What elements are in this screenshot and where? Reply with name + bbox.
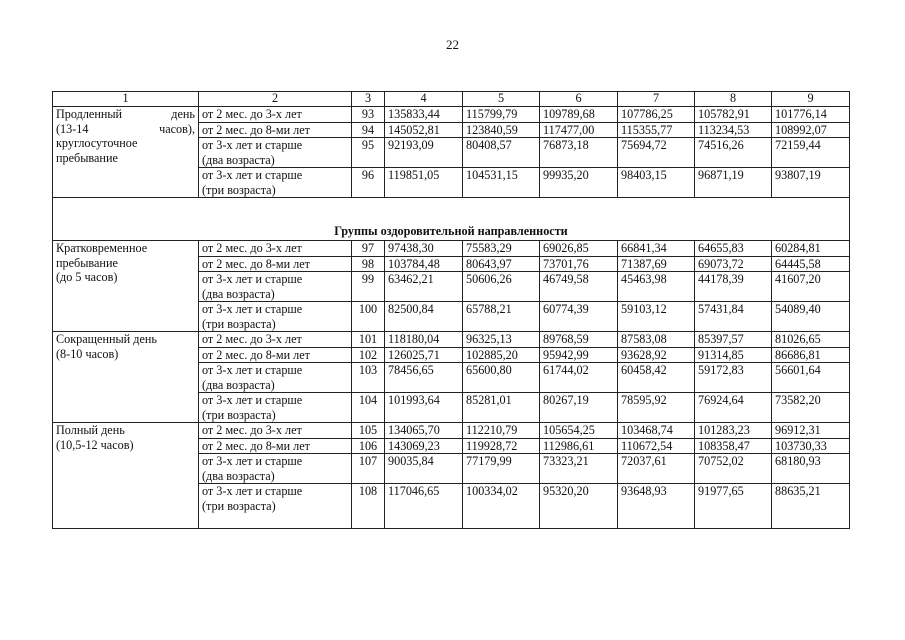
age-line: (три возраста) [202,182,276,197]
row-number: 106 [352,438,385,454]
row-number: 94 [352,122,385,138]
row-number: 103 [352,363,385,393]
group-name-word: круглосуточное [56,136,138,150]
age-line: от 2 мес. до 8-ми лет [202,256,310,271]
row-number: 98 [352,256,385,272]
fee-value: 71387,69 [618,256,695,272]
group-name-line [56,241,195,256]
group-name-line [56,256,195,271]
fee-value: 93807,19 [772,168,850,198]
fee-value: 75694,72 [618,138,695,168]
fee-value: 74516,26 [695,138,772,168]
fee-value: 108358,47 [695,438,772,454]
fee-value: 113234,53 [695,122,772,138]
group-name-line [56,438,195,453]
age-cell [199,423,352,439]
group-name-word: пребывание [56,255,118,270]
fee-value: 65600,80 [463,363,540,393]
fee-value: 81026,65 [772,332,850,348]
fee-value: 77179,99 [463,454,540,484]
fee-value: 78456,65 [385,363,463,393]
age-line: от 3-х лет и старше [202,454,303,468]
fee-value: 86686,81 [772,347,850,363]
fee-value: 110672,54 [618,438,695,454]
fee-value: 109789,68 [540,107,618,123]
group-name-line [56,423,195,438]
row-number: 93 [352,107,385,123]
fee-value: 117046,65 [385,484,463,529]
fee-value: 93628,92 [618,347,695,363]
fee-value: 85397,57 [695,332,772,348]
table-row [53,107,850,123]
fee-value: 80267,19 [540,393,618,423]
fee-value: 75583,29 [463,241,540,257]
group-name-cell [53,241,199,332]
fee-value: 126025,71 [385,347,463,363]
fee-value: 91314,85 [695,347,772,363]
row-number: 101 [352,332,385,348]
fee-value: 72159,44 [772,138,850,168]
fee-value: 119851,05 [385,168,463,198]
fee-value: 72037,61 [618,454,695,484]
fee-value: 103784,48 [385,256,463,272]
fee-value: 134065,70 [385,423,463,439]
column-header: 5 [463,92,540,107]
fee-value: 63462,21 [385,272,463,302]
fee-value: 105654,25 [540,423,618,439]
column-header: 8 [695,92,772,107]
table-row [53,241,850,257]
group-name-word: Кратковременное [56,241,148,255]
section-title: Группы оздоровительной направленности [53,198,850,241]
fee-value: 60774,39 [540,302,618,332]
fee-value: 59172,83 [695,363,772,393]
fee-value: 98403,15 [618,168,695,198]
fee-value: 90035,84 [385,454,463,484]
column-header: 7 [618,92,695,107]
fee-value: 45463,98 [618,272,695,302]
age-cell [199,484,352,529]
age-line: от 2 мес. до 3-х лет [202,332,302,346]
fee-value: 101993,64 [385,393,463,423]
fee-value: 76873,18 [540,138,618,168]
fee-value: 119928,72 [463,438,540,454]
age-cell [199,241,352,257]
column-number-row [53,92,850,107]
row-number: 96 [352,168,385,198]
group-name-word: часов), [159,121,195,136]
age-line: от 2 мес. до 3-х лет [202,107,302,121]
age-line: от 3-х лет и старше [202,484,303,498]
table-row [53,423,850,439]
group-name-line [56,136,195,151]
age-cell [199,332,352,348]
group-name-line [56,107,195,122]
fee-value: 61744,02 [540,363,618,393]
fee-value: 105782,91 [695,107,772,123]
fee-value: 91977,65 [695,484,772,529]
fee-value: 82500,84 [385,302,463,332]
fee-value: 102885,20 [463,347,540,363]
age-cell [199,138,352,168]
column-header: 9 [772,92,850,107]
fee-value: 85281,01 [463,393,540,423]
group-name-word: (8-10 часов) [56,346,119,361]
fee-value: 87583,08 [618,332,695,348]
fee-value: 69073,72 [695,256,772,272]
fee-value: 99935,20 [540,168,618,198]
fee-value: 117477,00 [540,122,618,138]
fee-value: 73582,20 [772,393,850,423]
fee-value: 107786,25 [618,107,695,123]
fee-value: 57431,84 [695,302,772,332]
fee-value: 135833,44 [385,107,463,123]
fee-value: 80643,97 [463,256,540,272]
group-name-word: пребывание [56,150,118,165]
age-cell [199,107,352,123]
group-name-cell [53,107,199,198]
fee-value: 95320,20 [540,484,618,529]
age-line: от 3-х лет и старше [202,302,303,316]
group-name-word: Продленный [56,107,123,121]
fee-value: 88635,21 [772,484,850,529]
row-number: 95 [352,138,385,168]
fee-table [52,91,850,529]
group-name-word: Сокращенный день [56,332,157,346]
age-line: (два возраста) [202,286,275,301]
fee-value: 65788,21 [463,302,540,332]
fee-value: 50606,26 [463,272,540,302]
fee-value: 59103,12 [618,302,695,332]
fee-value: 96325,13 [463,332,540,348]
group-name-word: (10,5-12 часов) [56,437,134,452]
age-line: от 2 мес. до 8-ми лет [202,122,310,137]
fee-value: 60284,81 [772,241,850,257]
fee-value: 145052,81 [385,122,463,138]
group-name-cell [53,332,199,423]
group-name-word: (13-14 [56,121,89,136]
row-number: 102 [352,347,385,363]
table-row [53,332,850,348]
fee-value: 60458,42 [618,363,695,393]
age-line: от 2 мес. до 8-ми лет [202,438,310,453]
fee-value: 101776,14 [772,107,850,123]
fee-value: 73323,21 [540,454,618,484]
age-line: от 2 мес. до 3-х лет [202,241,302,255]
age-cell [199,454,352,484]
group-name-line [56,270,195,285]
fee-value: 76924,64 [695,393,772,423]
row-number: 107 [352,454,385,484]
fee-value: 108992,07 [772,122,850,138]
age-line: (два возраста) [202,468,275,483]
fee-value: 66841,34 [618,241,695,257]
age-cell [199,302,352,332]
row-number: 108 [352,484,385,529]
row-number: 104 [352,393,385,423]
fee-value: 104531,15 [463,168,540,198]
column-header: 4 [385,92,463,107]
fee-value: 118180,04 [385,332,463,348]
age-line: от 3-х лет и старше [202,168,303,182]
row-number: 105 [352,423,385,439]
fee-value: 103468,74 [618,423,695,439]
fee-value: 103730,33 [772,438,850,454]
row-number: 99 [352,272,385,302]
table-body [53,92,850,529]
column-header: 1 [53,92,199,107]
fee-value: 96871,19 [695,168,772,198]
fee-value: 123840,59 [463,122,540,138]
age-line: (два возраста) [202,152,275,167]
fee-value: 73701,76 [540,256,618,272]
fee-value: 46749,58 [540,272,618,302]
age-cell [199,363,352,393]
fee-value: 112210,79 [463,423,540,439]
fee-value: 64655,83 [695,241,772,257]
fee-value: 89768,59 [540,332,618,348]
fee-value: 92193,09 [385,138,463,168]
column-header: 6 [540,92,618,107]
fee-value: 101283,23 [695,423,772,439]
fee-value: 95942,99 [540,347,618,363]
fee-value: 143069,23 [385,438,463,454]
fee-value: 100334,02 [463,484,540,529]
age-line: от 3-х лет и старше [202,138,303,152]
group-name-word: Полный день [56,423,125,437]
age-line: (три возраста) [202,316,276,331]
age-cell [199,272,352,302]
age-cell [199,168,352,198]
fee-value: 115355,77 [618,122,695,138]
fee-value: 54089,40 [772,302,850,332]
group-name-line [56,332,195,347]
age-line: от 3-х лет и старше [202,363,303,377]
group-name-line [56,151,195,166]
age-cell [199,256,352,272]
fee-value: 112986,61 [540,438,618,454]
fee-value: 56601,64 [772,363,850,393]
fee-value: 115799,79 [463,107,540,123]
fee-value: 70752,02 [695,454,772,484]
group-name-line [56,122,195,137]
fee-value: 96912,31 [772,423,850,439]
row-number: 97 [352,241,385,257]
age-cell [199,122,352,138]
age-cell [199,393,352,423]
section-row [53,198,850,241]
row-number: 100 [352,302,385,332]
age-line: от 2 мес. до 8-ми лет [202,347,310,362]
age-cell [199,438,352,454]
fee-value: 64445,58 [772,256,850,272]
page-number: 22 [446,37,459,52]
fee-value: 41607,20 [772,272,850,302]
fee-value: 44178,39 [695,272,772,302]
column-header: 3 [352,92,385,107]
group-name-line [56,347,195,362]
fee-value: 93648,93 [618,484,695,529]
fee-value: 68180,93 [772,454,850,484]
age-line: от 3-х лет и старше [202,272,303,286]
fee-value: 78595,92 [618,393,695,423]
fee-value: 97438,30 [385,241,463,257]
fee-value: 69026,85 [540,241,618,257]
age-cell [199,347,352,363]
group-name-cell [53,423,199,529]
age-line: (два возраста) [202,377,275,392]
fee-value: 80408,57 [463,138,540,168]
age-line: от 2 мес. до 3-х лет [202,423,302,437]
group-name-word: день [171,107,195,121]
group-name-word: (до 5 часов) [56,270,118,284]
column-header: 2 [199,92,352,107]
age-line: (три возраста) [202,407,276,422]
age-line: от 3-х лет и старше [202,393,303,407]
age-line: (три возраста) [202,498,276,513]
